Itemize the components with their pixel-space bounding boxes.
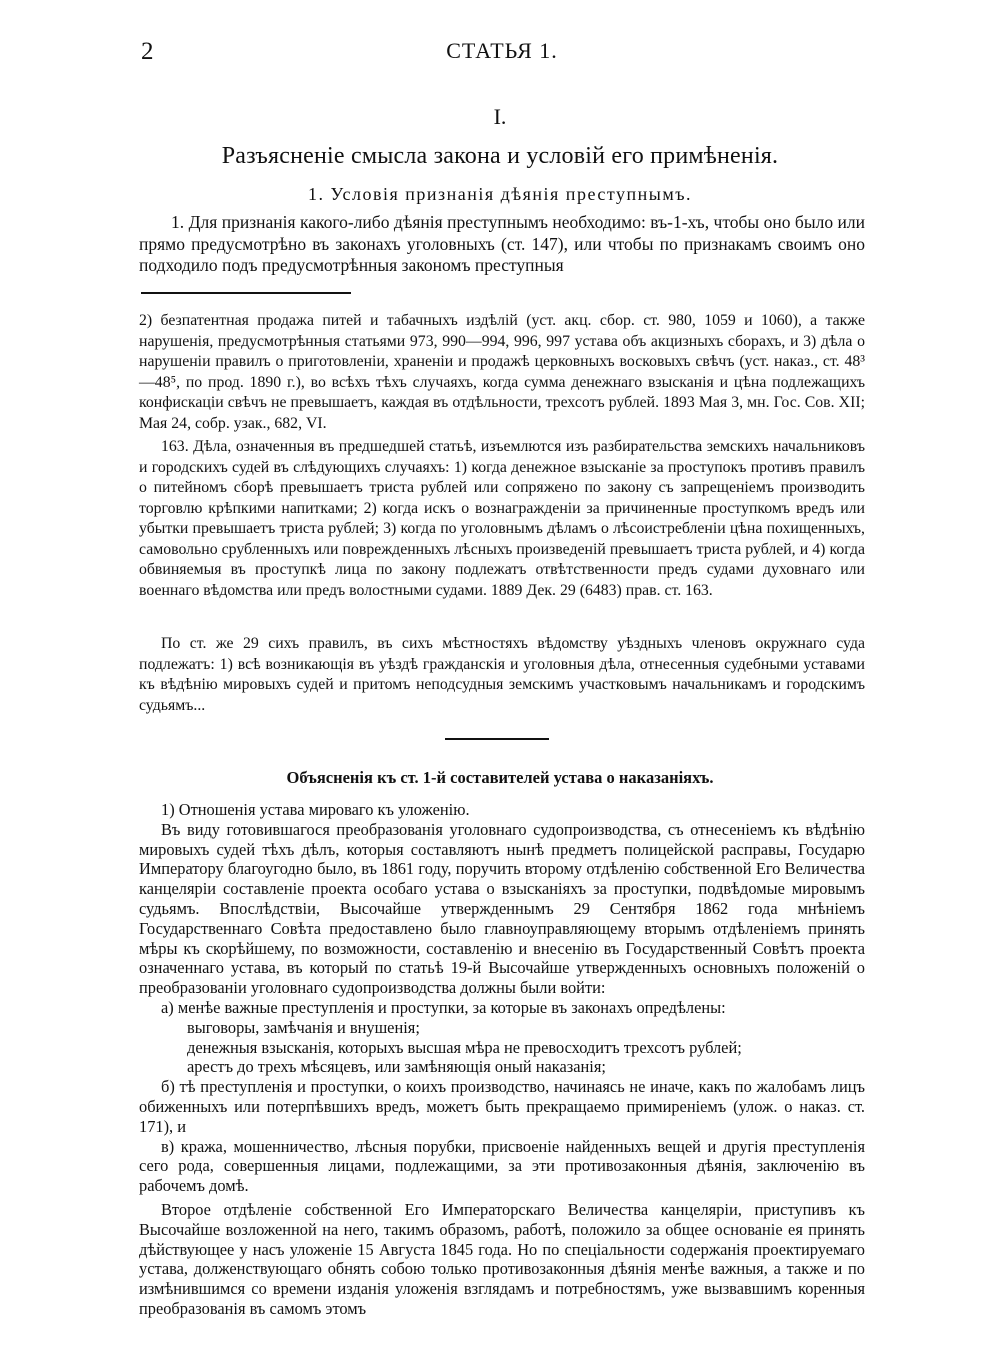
explanation-paragraph: 1) Отношенія устава мироваго къ уложенію. bbox=[161, 800, 470, 819]
list-item: в) кража, мошенничество, лѣсныя порубки, присвоеніе найденныхъ вещей и другія преступленія сего рода, совершенныя лицами, подлежащими, за эти противозаконныя дѣянія, заключенію въ рабочемъ домѣ. bbox=[139, 1136, 865, 1196]
explanation-paragraph: Второе отдѣленіе собственной Его Императорскаго Величества канцеляріи, приступивъ къ Высочайше возложенной на него, такимъ образомъ, работѣ, положило за общее основаніе ея принять дѣйствующее у насъ уложеніе 15 Августа 1845 года. Но по спеціальности содержанія проектируемаго устава, долженствующаго обнять собою только противозаконныя дѣянія менѣе важныя, а также и по измѣнившимся со времени изданія уложенія взглядамъ и потребностямъ, уже вызвавшимъ коренныя преобразованія въ самомъ этомъ bbox=[139, 1199, 865, 1318]
subsection-heading: 1. Условія признанія дѣянія преступнымъ. bbox=[307, 184, 693, 204]
section-numeral: I. bbox=[493, 104, 507, 129]
intro-paragraph: 1. Для признанія какого-либо дѣянія преступнымъ необходимо: въ-1-хъ, чтобы оно было или прямо предусмотрѣно въ законахъ уголовныхъ (ст. 147), или чтобы по признакамъ своимъ оно подходило подъ предусмотрѣнныя закономъ преступныя bbox=[139, 212, 865, 275]
footnote-paragraph: 2) безпатентная продажа питей и табачныхъ издѣлій (уст. акц. сбор. ст. 980, 1059 и 1060), а также нарушенія, предусмотрѣнныя статьями 973, 990—994, 996, 997 устава объ акцизныхъ сборахъ, и 3) дѣла о нарушеніи правилъ о приготовленіи, храненіи и продажѣ церковныхъ восковыхъ свѣчъ (уст. наказ., ст. 48³—48⁵, по прод. 1890 г.), во всѣхъ тѣхъ случаяхъ, когда сумма денежнаго взысканія и цѣна подлежащихъ конфискаціи свѣчъ не превышаетъ, каждая въ отдѣльности, трехсотъ рублей. 1893 Мая 3, мн. Гос. Сов. XII; Мая 24, собр. узак., 682, VI. bbox=[139, 312, 865, 432]
footnote-paragraph: 163. Дѣла, означенныя въ предшедшей статьѣ, изъемлются изъ разбирательства земскихъ начальниковъ и городскихъ судей въ слѣдующихъ случаяхъ: 1) когда денежное взысканіе за проступокъ противъ правилъ о питейномъ сборѣ превышаетъ триста рублей или сопряжено по закону съ запрещеніемъ производить торговлю крѣпкими напитками; 2) когда искъ о вознагражденіи за причиненные проступкомъ вредъ или убытки превышаетъ триста рублей; 3) когда по уголовнымъ дѣламъ о лѣсоистребленіи цѣна похищенныхъ, самовольно срубленныхъ или поврежденныхъ лѣсныхъ произведеній превышаетъ триста рублей, и 4) когда обвиняемыя въ проступкѣ лица по закону подлежатъ отвѣтственности предъ судами духовнаго или военнаго вѣдомства или предъ волостными судами. 1889 Дек. 29 (6483) прав. ст. 163. bbox=[139, 438, 865, 599]
explanations-text bbox=[139, 800, 865, 1319]
list-subitem: денежныя взысканія, которыхъ высшая мѣра не превосходитъ трехсотъ рублей; bbox=[187, 1037, 742, 1057]
page-number: 2 bbox=[141, 38, 154, 65]
running-title: СТАТЬЯ 1. bbox=[446, 38, 558, 63]
explanation-paragraph: Въ виду готовившагося преобразованія уголовнаго судопроизводства, съ отнесеніемъ къ вѣдѣнію мировыхъ судей тѣхъ дѣлъ, которыя составляютъ нынѣ предметъ полицейской расправы, Государю Императору благоугодно было, въ 1861 году, поручить второму отдѣленію собственной Его Величества канцеляріи составленіе проекта особаго устава о взысканіяхъ за проступки, подвѣдомые мировымъ судьямъ. Впослѣдствіи, Высочайше утвержденнымъ 29 Сентября 1862 года мнѣніемъ Государственнаго Совѣта предоставлено было главноуправляющему вторымъ отдѣленіемъ принять мѣры къ скорѣйшему, по возможности, составленію и внесенію въ Государственный Совѣтъ проекта означеннаго устава, въ который по статьѣ 19-й Высочайше утвержденныхъ основныхъ положеній о преобразованіи уголовнаго судопроизводства должны были войти: bbox=[139, 819, 865, 998]
list-item: б) тѣ преступленія и проступки, о коихъ производство, начинаясь не иначе, какъ по жалобамъ лицъ обиженныхъ или потерпѣвшихъ вредъ, можетъ быть прекращаемо примиреніемъ (улож. о наказ. ст. 171), и bbox=[139, 1077, 865, 1136]
list-subitem: арестъ до трехъ мѣсяцевъ, или замѣняющія оный наказанія; bbox=[187, 1057, 606, 1077]
footnote-divider bbox=[141, 292, 351, 294]
list-item: а) менѣе важные преступленія и проступки, за которые въ законахъ опредѣлены: bbox=[161, 997, 726, 1017]
page-header bbox=[141, 38, 863, 70]
footnote-paragraph: По ст. же 29 сихъ правилъ, въ сихъ мѣстностяхъ вѣдомству уѣздныхъ членовъ окружнаго суда подлежатъ: 1) всѣ возникающія въ уѣздѣ гражданскія и уголовныя дѣла, отнесенныя судебными уставами къ вѣдѣнію мировыхъ судей и притомъ неподсудныя земскимъ участковымъ начальникамъ и городскимъ судьямъ... bbox=[139, 635, 865, 714]
section-divider bbox=[445, 738, 549, 740]
section-heading: Разъясненіе смысла закона и условій его примѣненія. bbox=[221, 143, 779, 169]
explanations-heading: Объясненія къ ст. 1-й составителей устава о наказаніяхъ. bbox=[286, 768, 714, 787]
list-subitem: выговоры, замѣчанія и внушенія; bbox=[187, 1017, 420, 1037]
